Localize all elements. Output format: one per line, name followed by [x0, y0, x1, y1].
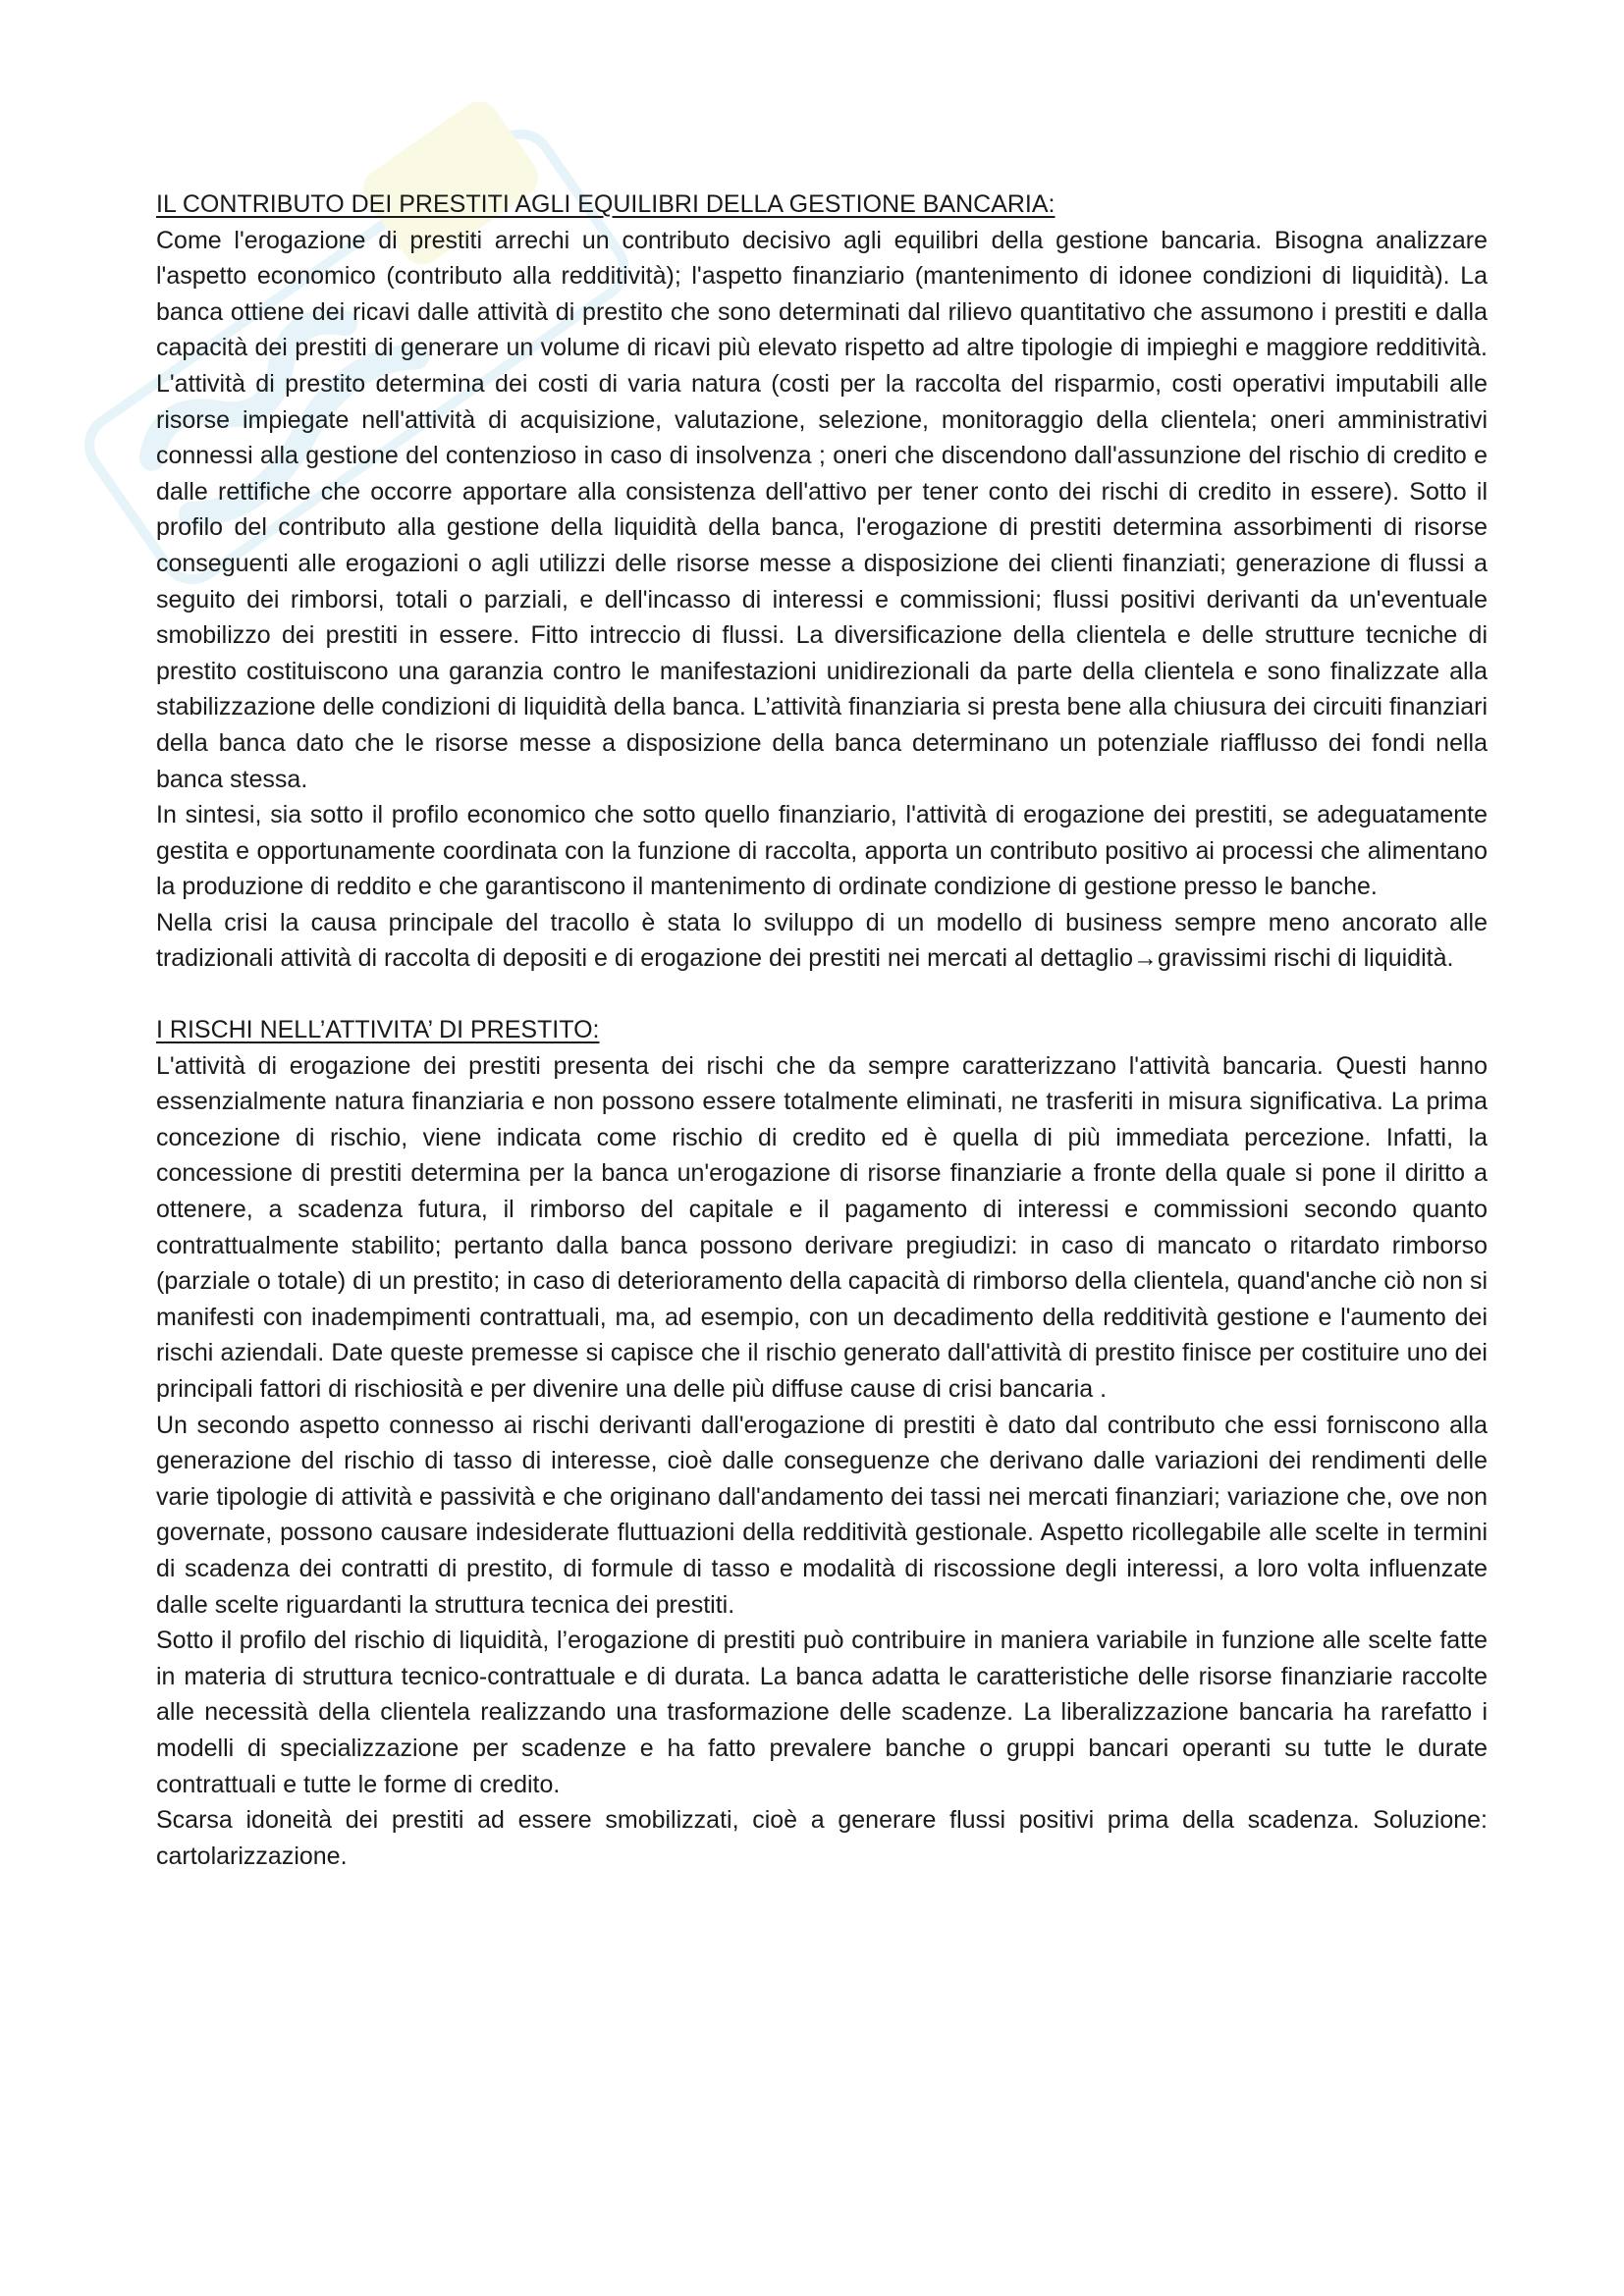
- document-page: [156, 187, 1488, 1909]
- paragraph: Sotto il profilo del rischio di liquidità, l’erogazione di prestiti può contribuire in maniera variabile in funzione alle scelte fatte in materia di struttura tecnico-contrattuale e di durata. La banca adatta le caratteristiche delle risorse finanziarie raccolte alle necessità della clientela realizzando una trasformazione delle scadenze. La liberalizzazione bancaria ha rarefatto i modelli di specializzazione per scadenze e ha fatto prevalere banche o gruppi bancari operanti su tutte le durate contrattuali e tutte le forme di credito.: [156, 1627, 1488, 1798]
- paragraph: Come l'erogazione di prestiti arrechi un contributo decisivo agli equilibri della gestione bancaria. Bisogna analizzare l'aspetto economico (contributo alla redditività); l'aspetto finanziario (mantenimento di idonee condizioni di liquidità). La banca ottiene dei ricavi dalle attività di prestito che sono determinati dal rilievo quantitativo che assumono i prestiti e dalla capacità dei prestiti di generare un volume di ricavi più elevato rispetto ad altre tipologie di impieghi e maggiore redditività. L'attività di prestito determina dei costi di varia natura (costi per la raccolta del risparmio, costi operativi imputabili alle risorse impiegate nell'attività di acquisizione, valutazione, selezione, monitoraggio della clientela; oneri amministrativi connessi alla gestione del contenzioso in caso di insolvenza ; oneri che discendono dall'assunzione del rischio di credito e dalle rettifiche che occorre apportare alla consistenza dell'attivo per tener conto dei rischi di credito in essere). Sotto il profilo del contributo alla gestione della liquidità della banca, l'erogazione di prestiti determina assorbimenti di risorse conseguenti alle erogazioni o agli utilizzi delle risorse messe a disposizione dei clienti finanziati; generazione di flussi a seguito dei rimborsi, totali o parziali, e dell'incasso di interessi e commissioni; flussi positivi derivanti da un'eventuale smobilizzo dei prestiti in essere. Fitto intreccio di flussi. La diversificazione della clientela e delle strutture tecniche di prestito costituiscono una garanzia contro le manifestazioni unidirezionali da parte della clientela e sono finalizzate alla stabilizzazione delle condizioni di liquidità della banca. L’attività finanziaria si presta bene alla chiusura dei circuiti finanziari della banca dato che le risorse messe a disposizione della banca determinano un potenziale riafflusso dei fondi nella banca stessa.: [156, 226, 1488, 793]
- section-heading: IL CONTRIBUTO DEI PRESTITI AGLI EQUILIBRI DELLA GESTIONE BANCARIA:: [156, 190, 1056, 218]
- paragraph: Scarsa idoneità dei prestiti ad essere smobilizzati, cioè a generare flussi positivi prima della scadenza. Soluzione: cartolarizzazione.: [156, 1806, 1488, 1870]
- section-rischi-prestito: [156, 1012, 1488, 1874]
- paragraph: Nella crisi la causa principale del tracollo è stata lo sviluppo di un modello di business sempre meno ancorato alle tradizionali attività di raccolta di depositi e di erogazione dei prestiti nei mercati al dettaglio→gravissimi rischi di liquidità.: [156, 908, 1488, 973]
- paragraph: Un secondo aspetto connesso ai rischi derivanti dall'erogazione di prestiti è dato dal contributo che essi forniscono alla generazione del rischio di tasso di interesse, cioè dalle conseguenze che derivano dalle variazioni dei rendimenti delle varie tipologie di attività e passività e che originano dall'andamento dei tassi nei mercati finanziari; variazione che, ove non governate, possono causare indesiderate fluttuazioni della redditività gestionale. Aspetto ricollegabile alle scelte in termini di scadenza dei contratti di prestito, di formule di tasso e modalità di riscossione degli interessi, a loro volta influenzate dalle scelte riguardanti la struttura tecnica dei prestiti.: [156, 1411, 1488, 1619]
- paragraph: L'attività di erogazione dei prestiti presenta dei rischi che da sempre caratterizzano l'attività bancaria. Questi hanno essenzialmente natura finanziaria e non possono essere totalmente eliminati, ne trasferiti in misura significativa. La prima concezione di rischio, viene indicata come rischio di credito ed è quella di più immediata percezione. Infatti, la concessione di prestiti determina per la banca un'erogazione di risorse finanziarie a fronte della quale si pone il diritto a ottenere, a scadenza futura, il rimborso del capitale e il pagamento di interessi e commissioni secondo quanto contrattualmente stabilito; pertanto dalla banca possono derivare pregiudizi: in caso di mancato o ritardato rimborso (parziale o totale) di un prestito; in caso di deterioramento della capacità di rimborso della clientela, quand'anche ciò non si manifesti con inadempimenti contrattuali, ma, ad esempio, con un decadimento della redditività gestione e l'aumento dei rischi aziendali. Date queste premesse si capisce che il rischio generato dall'attività di prestito finisce per costituire uno dei principali fattori di rischiosità e per divenire una delle più diffuse cause di crisi bancaria .: [156, 1051, 1488, 1403]
- section-heading: I RISCHI NELL’ATTIVITA’ DI PRESTITO:: [156, 1016, 600, 1044]
- paragraph: In sintesi, sia sotto il profilo economico che sotto quello finanziario, l'attività di erogazione dei prestiti, se adeguatamente gestita e opportunamente coordinata con la funzione di raccolta, apporta un contributo positivo ai processi che alimentano la produzione di reddito e che garantiscono il mantenimento di ordinate condizione di gestione presso le banche.: [156, 801, 1488, 901]
- section-contributo-prestiti: [156, 187, 1488, 977]
